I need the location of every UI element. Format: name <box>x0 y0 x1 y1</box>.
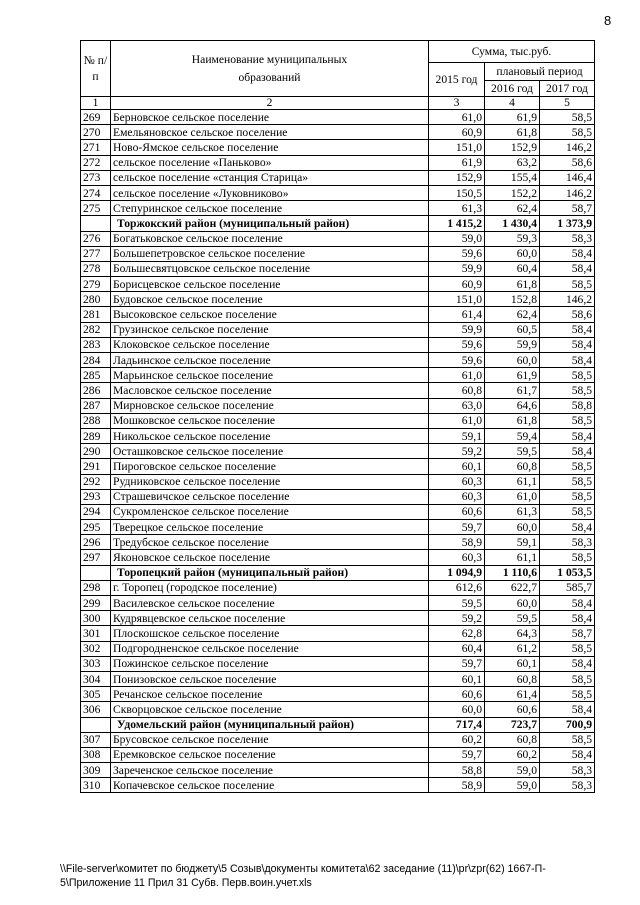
row-number: 280 <box>81 292 111 307</box>
table-row <box>81 504 595 519</box>
district-name: Торжокский район (муниципальный район) <box>111 216 429 231</box>
amount-2017: 58,4 <box>540 444 595 459</box>
amount-2016: 61,8 <box>485 125 540 140</box>
district-total-row <box>81 216 595 231</box>
table-row <box>81 611 595 626</box>
row-number: 288 <box>81 413 111 428</box>
municipality-name: Скворцовское сельское поселение <box>111 702 429 717</box>
amount-2016: 61,7 <box>485 383 540 398</box>
row-number <box>81 717 111 732</box>
row-number: 271 <box>81 140 111 155</box>
amount-2017: 58,4 <box>540 337 595 352</box>
table-row <box>81 656 595 671</box>
municipality-name: Еремковское сельское поселение <box>111 747 429 762</box>
amount-2015: 61,4 <box>429 307 485 322</box>
amount-2016: 60,8 <box>485 671 540 686</box>
municipality-name: Тверецкое сельское поселение <box>111 520 429 535</box>
amount-2016: 723,7 <box>485 717 540 732</box>
table-row <box>81 626 595 641</box>
amount-2016: 61,9 <box>485 110 540 125</box>
amount-2017: 58,5 <box>540 125 595 140</box>
row-number: 290 <box>81 444 111 459</box>
table-row <box>81 687 595 702</box>
amount-2017: 1 053,5 <box>540 565 595 580</box>
amount-2017: 58,5 <box>540 368 595 383</box>
header-number: № п/п <box>81 41 111 97</box>
municipality-name: Марьинское сельское поселение <box>111 368 429 383</box>
amount-2015: 151,0 <box>429 292 485 307</box>
amount-2017: 58,6 <box>540 307 595 322</box>
amount-2017: 58,5 <box>540 687 595 702</box>
amount-2016: 59,1 <box>485 535 540 550</box>
row-number: 282 <box>81 322 111 337</box>
row-number: 287 <box>81 398 111 413</box>
header-index: 1 <box>81 97 111 110</box>
municipality-name: Подгородненское сельское поселение <box>111 641 429 656</box>
amount-2017: 58,5 <box>540 671 595 686</box>
municipality-name: Мирновское сельское поселение <box>111 398 429 413</box>
amount-2015: 60,8 <box>429 383 485 398</box>
amount-2016: 60,0 <box>485 246 540 261</box>
header-index: 3 <box>429 97 485 110</box>
municipality-name: Высоковское сельское поселение <box>111 307 429 322</box>
amount-2017: 58,4 <box>540 261 595 276</box>
municipality-name: Пироговское сельское поселение <box>111 459 429 474</box>
district-name: Торопецкий район (муниципальный район) <box>111 565 429 580</box>
amount-2017: 58,4 <box>540 322 595 337</box>
amount-2015: 59,5 <box>429 596 485 611</box>
municipality-name: Рудниковское сельское поселение <box>111 474 429 489</box>
municipality-name: Большепетровское сельское поселение <box>111 246 429 261</box>
amount-2017: 58,3 <box>540 231 595 246</box>
row-number: 276 <box>81 231 111 246</box>
table-row <box>81 763 595 778</box>
municipality-name: Василевское сельское поселение <box>111 596 429 611</box>
row-number: 272 <box>81 155 111 170</box>
amount-2016: 152,8 <box>485 292 540 307</box>
table-row <box>81 261 595 276</box>
amount-2016: 59,5 <box>485 611 540 626</box>
table-row <box>81 125 595 140</box>
table-row <box>81 641 595 656</box>
amount-2015: 60,3 <box>429 489 485 504</box>
table-row <box>81 246 595 261</box>
amount-2017: 58,7 <box>540 201 595 216</box>
amount-2015: 612,6 <box>429 580 485 595</box>
amount-2016: 60,8 <box>485 459 540 474</box>
table-row <box>81 671 595 686</box>
municipality-name: Страшевичское сельское поселение <box>111 489 429 504</box>
amount-2016: 61,1 <box>485 550 540 565</box>
amount-2017: 58,5 <box>540 504 595 519</box>
amount-2015: 59,6 <box>429 337 485 352</box>
municipality-name: Понизовское сельское поселение <box>111 671 429 686</box>
amount-2015: 60,4 <box>429 641 485 656</box>
row-number: 309 <box>81 763 111 778</box>
amount-2015: 60,2 <box>429 732 485 747</box>
amount-2015: 61,0 <box>429 110 485 125</box>
table-row <box>81 292 595 307</box>
amount-2015: 58,8 <box>429 763 485 778</box>
row-number: 302 <box>81 641 111 656</box>
row-number: 297 <box>81 550 111 565</box>
municipality-name: Плоскошское сельское поселение <box>111 626 429 641</box>
amount-2015: 150,5 <box>429 185 485 200</box>
amount-2015: 61,3 <box>429 201 485 216</box>
table-row <box>81 778 595 793</box>
amount-2016: 622,7 <box>485 580 540 595</box>
municipality-name: Тредубское сельское поселение <box>111 535 429 550</box>
table-row <box>81 170 595 185</box>
amount-2015: 59,2 <box>429 611 485 626</box>
municipality-name: Яконовское сельское поселение <box>111 550 429 565</box>
amount-2017: 58,4 <box>540 656 595 671</box>
amount-2015: 60,3 <box>429 550 485 565</box>
amount-2017: 58,3 <box>540 763 595 778</box>
amount-2015: 59,9 <box>429 261 485 276</box>
row-number: 278 <box>81 261 111 276</box>
amount-2015: 59,7 <box>429 520 485 535</box>
table-body <box>81 110 595 793</box>
municipality-name: Степуринское сельское поселение <box>111 201 429 216</box>
district-total-row <box>81 717 595 732</box>
municipality-name: Мошковское сельское поселение <box>111 413 429 428</box>
municipality-name: Берновское сельское поселение <box>111 110 429 125</box>
amount-2015: 60,3 <box>429 474 485 489</box>
municipality-name: Никольское сельское поселение <box>111 428 429 443</box>
amount-2017: 58,6 <box>540 155 595 170</box>
row-number: 274 <box>81 185 111 200</box>
table-row <box>81 732 595 747</box>
amount-2017: 58,4 <box>540 520 595 535</box>
municipality-name: Грузинское сельское поселение <box>111 322 429 337</box>
municipality-name: Ладьинское сельское поселение <box>111 353 429 368</box>
amount-2016: 59,3 <box>485 231 540 246</box>
amount-2017: 58,3 <box>540 778 595 793</box>
amount-2017: 58,3 <box>540 535 595 550</box>
amount-2015: 59,0 <box>429 231 485 246</box>
amount-2017: 1 373,9 <box>540 216 595 231</box>
header-plan-period: плановый период <box>485 63 595 81</box>
amount-2017: 58,5 <box>540 489 595 504</box>
municipality-name: Ново-Ямское сельское поселение <box>111 140 429 155</box>
amount-2017: 58,5 <box>540 550 595 565</box>
amount-2016: 60,8 <box>485 732 540 747</box>
municipality-name: Кудрявцевское сельское поселение <box>111 611 429 626</box>
table-row <box>81 474 595 489</box>
amount-2017: 146,2 <box>540 292 595 307</box>
amount-2015: 59,1 <box>429 428 485 443</box>
amount-2016: 1 430,4 <box>485 216 540 231</box>
page-number: 8 <box>604 13 612 28</box>
table-row <box>81 383 595 398</box>
row-number: 283 <box>81 337 111 352</box>
row-number: 305 <box>81 687 111 702</box>
table-row <box>81 307 595 322</box>
table-row <box>81 398 595 413</box>
municipality-name: сельское поселение «Паньково» <box>111 155 429 170</box>
row-number: 284 <box>81 353 111 368</box>
header-year-2017: 2017 год <box>540 81 595 97</box>
amount-2015: 60,6 <box>429 504 485 519</box>
header-name: Наименование муниципальных образований <box>111 41 429 97</box>
row-number: 270 <box>81 125 111 140</box>
amount-2015: 58,9 <box>429 778 485 793</box>
amount-2016: 60,4 <box>485 261 540 276</box>
amount-2015: 1 094,9 <box>429 565 485 580</box>
amount-2015: 717,4 <box>429 717 485 732</box>
table-row <box>81 185 595 200</box>
table-row <box>81 459 595 474</box>
municipality-name: Клоковское сельское поселение <box>111 337 429 352</box>
row-number: 286 <box>81 383 111 398</box>
row-number: 281 <box>81 307 111 322</box>
row-number: 304 <box>81 671 111 686</box>
header-index: 5 <box>540 97 595 110</box>
amount-2015: 58,9 <box>429 535 485 550</box>
amount-2016: 61,8 <box>485 277 540 292</box>
table-row <box>81 413 595 428</box>
header-index: 4 <box>485 97 540 110</box>
municipality-name: г. Торопец (городское поселение) <box>111 580 429 595</box>
municipality-name: Емельяновское сельское поселение <box>111 125 429 140</box>
amount-2015: 61,9 <box>429 155 485 170</box>
row-number: 275 <box>81 201 111 216</box>
amount-2016: 61,3 <box>485 504 540 519</box>
table-row <box>81 140 595 155</box>
table-row <box>81 337 595 352</box>
table-row <box>81 702 595 717</box>
municipality-name: Сукромленское сельское поселение <box>111 504 429 519</box>
row-number: 292 <box>81 474 111 489</box>
amount-2015: 59,6 <box>429 353 485 368</box>
table-row <box>81 322 595 337</box>
amount-2017: 585,7 <box>540 580 595 595</box>
amount-2016: 61,8 <box>485 413 540 428</box>
header-year-2016: 2016 год <box>485 81 540 97</box>
amount-2017: 58,5 <box>540 474 595 489</box>
row-number: 299 <box>81 596 111 611</box>
amount-2015: 59,7 <box>429 747 485 762</box>
municipality-name: Зареченское сельское поселение <box>111 763 429 778</box>
amount-2015: 61,0 <box>429 368 485 383</box>
row-number: 298 <box>81 580 111 595</box>
table-row <box>81 353 595 368</box>
row-number: 269 <box>81 110 111 125</box>
amount-2015: 151,0 <box>429 140 485 155</box>
amount-2016: 60,2 <box>485 747 540 762</box>
amount-2016: 61,0 <box>485 489 540 504</box>
amount-2016: 152,2 <box>485 185 540 200</box>
amount-2016: 63,2 <box>485 155 540 170</box>
row-number: 306 <box>81 702 111 717</box>
table-row <box>81 444 595 459</box>
amount-2016: 59,0 <box>485 778 540 793</box>
amount-2015: 60,1 <box>429 459 485 474</box>
amount-2016: 60,5 <box>485 322 540 337</box>
amount-2016: 62,4 <box>485 307 540 322</box>
row-number: 293 <box>81 489 111 504</box>
amount-2015: 60,1 <box>429 671 485 686</box>
row-number: 279 <box>81 277 111 292</box>
amount-2017: 58,7 <box>540 626 595 641</box>
row-number: 294 <box>81 504 111 519</box>
municipality-name: Большесвятцовское сельское поселение <box>111 261 429 276</box>
municipality-name: Речанское сельское поселение <box>111 687 429 702</box>
row-number: 301 <box>81 626 111 641</box>
table-row <box>81 580 595 595</box>
footer-line: 5\Приложение 11 Прил 31 Субв. Перв.воин.учет.xls <box>60 877 312 889</box>
amount-2015: 59,2 <box>429 444 485 459</box>
amount-2016: 155,4 <box>485 170 540 185</box>
district-total-row <box>81 565 595 580</box>
amount-2017: 58,4 <box>540 428 595 443</box>
amount-2015: 60,9 <box>429 125 485 140</box>
row-number <box>81 216 111 231</box>
amount-2017: 146,4 <box>540 170 595 185</box>
amount-2016: 59,4 <box>485 428 540 443</box>
table-row <box>81 368 595 383</box>
municipality-name: Брусовское сельское поселение <box>111 732 429 747</box>
amount-2015: 152,9 <box>429 170 485 185</box>
header-year-2015: 2015 год <box>429 63 485 97</box>
amount-2017: 58,4 <box>540 596 595 611</box>
municipality-name: Богатьковское сельское поселение <box>111 231 429 246</box>
amount-2015: 1 415,2 <box>429 216 485 231</box>
municipality-name: Борисцевское сельское поселение <box>111 277 429 292</box>
table-row <box>81 550 595 565</box>
amount-2016: 60,0 <box>485 520 540 535</box>
amount-2017: 58,5 <box>540 277 595 292</box>
row-number: 291 <box>81 459 111 474</box>
row-number: 289 <box>81 428 111 443</box>
footer-line: \\File-server\комитет по бюджету\5 Созыв\документы комитета\62 заседание (11)\pr\zpr(62) 1667-П- <box>60 863 546 875</box>
amount-2016: 59,0 <box>485 763 540 778</box>
subsidy-table <box>80 40 595 793</box>
row-number: 285 <box>81 368 111 383</box>
amount-2015: 59,6 <box>429 246 485 261</box>
row-number: 303 <box>81 656 111 671</box>
header-index: 2 <box>111 97 429 110</box>
amount-2017: 58,4 <box>540 246 595 261</box>
amount-2016: 62,4 <box>485 201 540 216</box>
amount-2016: 60,0 <box>485 596 540 611</box>
file-path-footer <box>60 862 600 890</box>
amount-2017: 58,4 <box>540 353 595 368</box>
row-number: 273 <box>81 170 111 185</box>
amount-2015: 59,7 <box>429 656 485 671</box>
table-row <box>81 535 595 550</box>
table-row <box>81 747 595 762</box>
amount-2016: 61,2 <box>485 641 540 656</box>
amount-2016: 60,6 <box>485 702 540 717</box>
amount-2017: 58,5 <box>540 459 595 474</box>
amount-2017: 58,5 <box>540 732 595 747</box>
row-number: 308 <box>81 747 111 762</box>
amount-2017: 58,5 <box>540 383 595 398</box>
row-number: 296 <box>81 535 111 550</box>
table-row <box>81 596 595 611</box>
row-number: 295 <box>81 520 111 535</box>
row-number: 277 <box>81 246 111 261</box>
amount-2016: 61,1 <box>485 474 540 489</box>
table-row <box>81 155 595 170</box>
municipality-name: сельское поселение «станция Старица» <box>111 170 429 185</box>
amount-2016: 60,1 <box>485 656 540 671</box>
amount-2017: 700,9 <box>540 717 595 732</box>
table-row <box>81 277 595 292</box>
table-row <box>81 201 595 216</box>
row-number: 307 <box>81 732 111 747</box>
amount-2017: 58,8 <box>540 398 595 413</box>
amount-2016: 64,6 <box>485 398 540 413</box>
amount-2016: 61,4 <box>485 687 540 702</box>
amount-2015: 60,9 <box>429 277 485 292</box>
table-row <box>81 489 595 504</box>
amount-2016: 152,9 <box>485 140 540 155</box>
amount-2017: 58,5 <box>540 413 595 428</box>
table-row <box>81 428 595 443</box>
amount-2017: 146,2 <box>540 140 595 155</box>
amount-2016: 59,5 <box>485 444 540 459</box>
municipality-name: Осташковское сельское поселение <box>111 444 429 459</box>
header-sum: Сумма, тыс.руб. <box>429 41 595 63</box>
amount-2015: 61,0 <box>429 413 485 428</box>
amount-2016: 1 110,6 <box>485 565 540 580</box>
amount-2015: 62,8 <box>429 626 485 641</box>
amount-2017: 146,2 <box>540 185 595 200</box>
amount-2017: 58,5 <box>540 110 595 125</box>
district-name: Удомельский район (муниципальный район) <box>111 717 429 732</box>
amount-2017: 58,4 <box>540 611 595 626</box>
municipality-name: Пожинское сельское поселение <box>111 656 429 671</box>
table-row <box>81 110 595 125</box>
amount-2015: 63,0 <box>429 398 485 413</box>
table-row <box>81 520 595 535</box>
municipality-name: Будовское сельское поселение <box>111 292 429 307</box>
municipality-name: Масловское сельское поселение <box>111 383 429 398</box>
amount-2017: 58,4 <box>540 702 595 717</box>
row-number: 300 <box>81 611 111 626</box>
amount-2016: 61,9 <box>485 368 540 383</box>
row-number <box>81 565 111 580</box>
amount-2015: 60,6 <box>429 687 485 702</box>
amount-2015: 60,0 <box>429 702 485 717</box>
amount-2017: 58,5 <box>540 641 595 656</box>
amount-2016: 64,3 <box>485 626 540 641</box>
municipality-name: сельское поселение «Луковниково» <box>111 185 429 200</box>
table-row <box>81 231 595 246</box>
amount-2015: 59,9 <box>429 322 485 337</box>
row-number: 310 <box>81 778 111 793</box>
amount-2016: 60,0 <box>485 353 540 368</box>
amount-2017: 58,4 <box>540 747 595 762</box>
municipality-name: Копачевское сельское поселение <box>111 778 429 793</box>
amount-2016: 59,9 <box>485 337 540 352</box>
